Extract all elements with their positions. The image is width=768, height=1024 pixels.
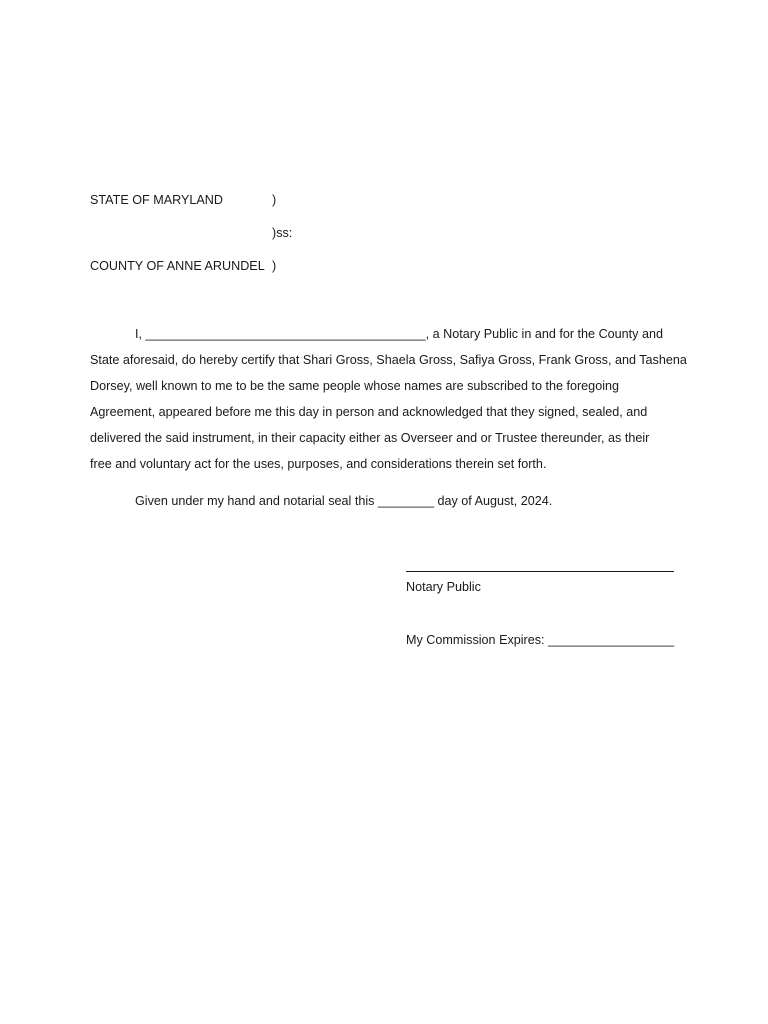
signature-line	[406, 571, 674, 572]
certificate-line-4: Agreement, appeared before me this day in person and acknowledged that they signed, sealed, and	[90, 405, 648, 419]
certificate-paragraph	[90, 321, 687, 477]
certificate-line-1: I, ________________________________________, a Notary Public in and for the County and	[135, 327, 663, 341]
commission-expires: My Commission Expires: __________________	[406, 633, 675, 647]
venue-state: STATE OF MARYLAND	[90, 193, 223, 207]
certificate-line-2: State aforesaid, do hereby certify that Shari Gross, Shaela Gross, Safiya Gross, Frank Gross, and Tashena	[90, 353, 687, 367]
venue-state-paren: )	[272, 193, 277, 207]
venue-county-paren: )	[272, 259, 277, 273]
certificate-line-5: delivered the said instrument, in their capacity either as Overseer and or Trustee thereunder, as their	[90, 431, 650, 445]
venue-ss: )ss:	[272, 226, 293, 240]
venue-county: COUNTY OF ANNE ARUNDEL	[90, 259, 265, 273]
certificate-line-3: Dorsey, well known to me to be the same people whose names are subscribed to the foregoing	[90, 379, 619, 393]
signature-label: Notary Public	[406, 580, 481, 594]
certificate-line-6: free and voluntary act for the uses, purposes, and considerations therein set forth.	[90, 457, 547, 471]
given-under-hand: Given under my hand and notarial seal this ________ day of August, 2024.	[135, 494, 553, 508]
